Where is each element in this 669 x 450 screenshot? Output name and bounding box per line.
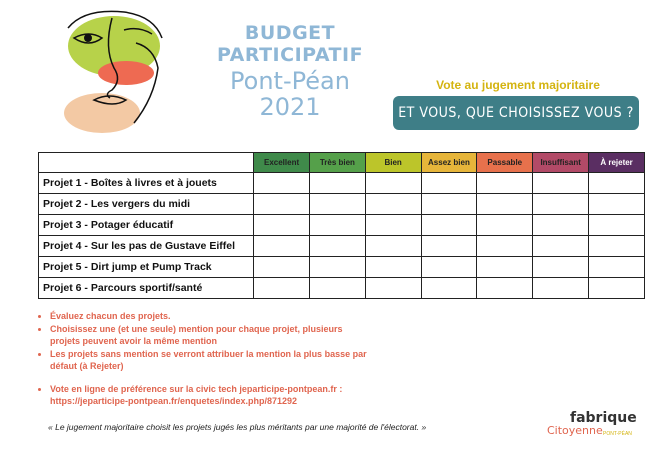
vote-cell[interactable] [477, 257, 533, 278]
vote-cell[interactable] [421, 173, 477, 194]
table-row [39, 215, 645, 236]
face-illustration [54, 8, 174, 138]
logo-line1: fabrique [570, 410, 637, 426]
vote-cell[interactable] [310, 194, 366, 215]
instructions-list [40, 310, 370, 373]
logo-line3: PONT-PÉAN [603, 431, 632, 437]
project-label: Projet 3 - Potager éducatif [39, 215, 254, 236]
vote-table [38, 152, 645, 299]
corner-cell [39, 153, 254, 173]
page-title: BUDGET PARTICIPATIF [216, 22, 364, 66]
vote-cell[interactable] [365, 215, 421, 236]
vote-cell[interactable] [365, 173, 421, 194]
town-name: Pont-Péan [230, 67, 350, 95]
vote-cell[interactable] [589, 278, 645, 299]
project-label: Projet 1 - Boîtes à livres et à jouets [39, 173, 254, 194]
vote-cell[interactable] [533, 215, 589, 236]
vote-cell[interactable] [421, 278, 477, 299]
vote-cell[interactable] [365, 257, 421, 278]
vote-cell[interactable] [254, 257, 310, 278]
vote-cell[interactable] [533, 236, 589, 257]
table-row [39, 194, 645, 215]
fabrique-citoyenne-logo [545, 410, 635, 440]
mention-header: Assez bien [421, 153, 477, 173]
instruction-item: • Évaluez chacun des projets. [50, 310, 370, 322]
table-header-row [39, 153, 645, 173]
vote-cell[interactable] [310, 278, 366, 299]
mention-header: Très bien [310, 153, 366, 173]
vote-cell[interactable] [477, 236, 533, 257]
vote-cell[interactable] [310, 236, 366, 257]
mention-header: Insuffisant [533, 153, 589, 173]
vote-cell[interactable] [254, 173, 310, 194]
online-vote-link[interactable]: • Vote en ligne de préférence sur la civic tech jeparticipe-pontpean.fr : https://jeparticipe-pontpean.fr/enquetes/index.php/871292 [50, 383, 380, 407]
red-shape [98, 61, 154, 85]
vote-cell[interactable] [589, 257, 645, 278]
logo-line2: Citoyenne [547, 424, 603, 437]
mention-header: Passable [477, 153, 533, 173]
vote-cell[interactable] [365, 236, 421, 257]
table-row [39, 278, 645, 299]
table-row [39, 236, 645, 257]
project-label: Projet 4 - Sur les pas de Gustave Eiffel [39, 236, 254, 257]
project-label: Projet 5 - Dirt jump et Pump Track [39, 257, 254, 278]
table-row [39, 257, 645, 278]
vote-cell[interactable] [310, 257, 366, 278]
table-body [39, 173, 645, 299]
vote-cell[interactable] [421, 236, 477, 257]
majority-judgment-quote: « Le jugement majoritaire choisit les projets jugés les plus méritants par une majorité de l'électorat. » [48, 422, 427, 432]
vote-cell[interactable] [310, 215, 366, 236]
vote-cell[interactable] [589, 236, 645, 257]
title-block [170, 22, 410, 120]
online-vote-note [40, 383, 380, 407]
vote-cell[interactable] [533, 257, 589, 278]
instruction-item: • Les projets sans mention se verront attribuer la mention la plus basse par défaut (à Rejeter) [50, 348, 370, 372]
vote-cell[interactable] [254, 194, 310, 215]
vote-cell[interactable] [254, 278, 310, 299]
vote-cell[interactable] [589, 194, 645, 215]
table-row [39, 173, 645, 194]
vote-cell[interactable] [365, 194, 421, 215]
vote-cell[interactable] [421, 257, 477, 278]
cta-banner: ET VOUS, QUE CHOISISSEZ VOUS ? [393, 96, 639, 130]
vote-cell[interactable] [254, 215, 310, 236]
project-label: Projet 6 - Parcours sportif/santé [39, 278, 254, 299]
vote-cell[interactable] [477, 278, 533, 299]
vote-cell[interactable] [533, 278, 589, 299]
vote-cell[interactable] [589, 173, 645, 194]
vote-method-label: Vote au jugement majoritaire [436, 78, 600, 92]
vote-cell[interactable] [310, 173, 366, 194]
vote-cell[interactable] [533, 173, 589, 194]
peach-shape [64, 93, 140, 133]
vote-cell[interactable] [477, 215, 533, 236]
year-label: 2021 [259, 93, 321, 121]
instruction-item: • Choisissez une (et une seule) mention pour chaque projet, plusieurs projets peuvent avoir la même mention [50, 323, 370, 347]
mention-header: Bien [365, 153, 421, 173]
vote-cell[interactable] [365, 278, 421, 299]
mention-header: Excellent [254, 153, 310, 173]
vote-cell[interactable] [589, 215, 645, 236]
vote-cell[interactable] [254, 236, 310, 257]
mention-header: À rejeter [589, 153, 645, 173]
vote-cell[interactable] [477, 173, 533, 194]
vote-cell[interactable] [533, 194, 589, 215]
vote-cell[interactable] [421, 215, 477, 236]
project-label: Projet 2 - Les vergers du midi [39, 194, 254, 215]
vote-cell[interactable] [477, 194, 533, 215]
vote-cell[interactable] [421, 194, 477, 215]
